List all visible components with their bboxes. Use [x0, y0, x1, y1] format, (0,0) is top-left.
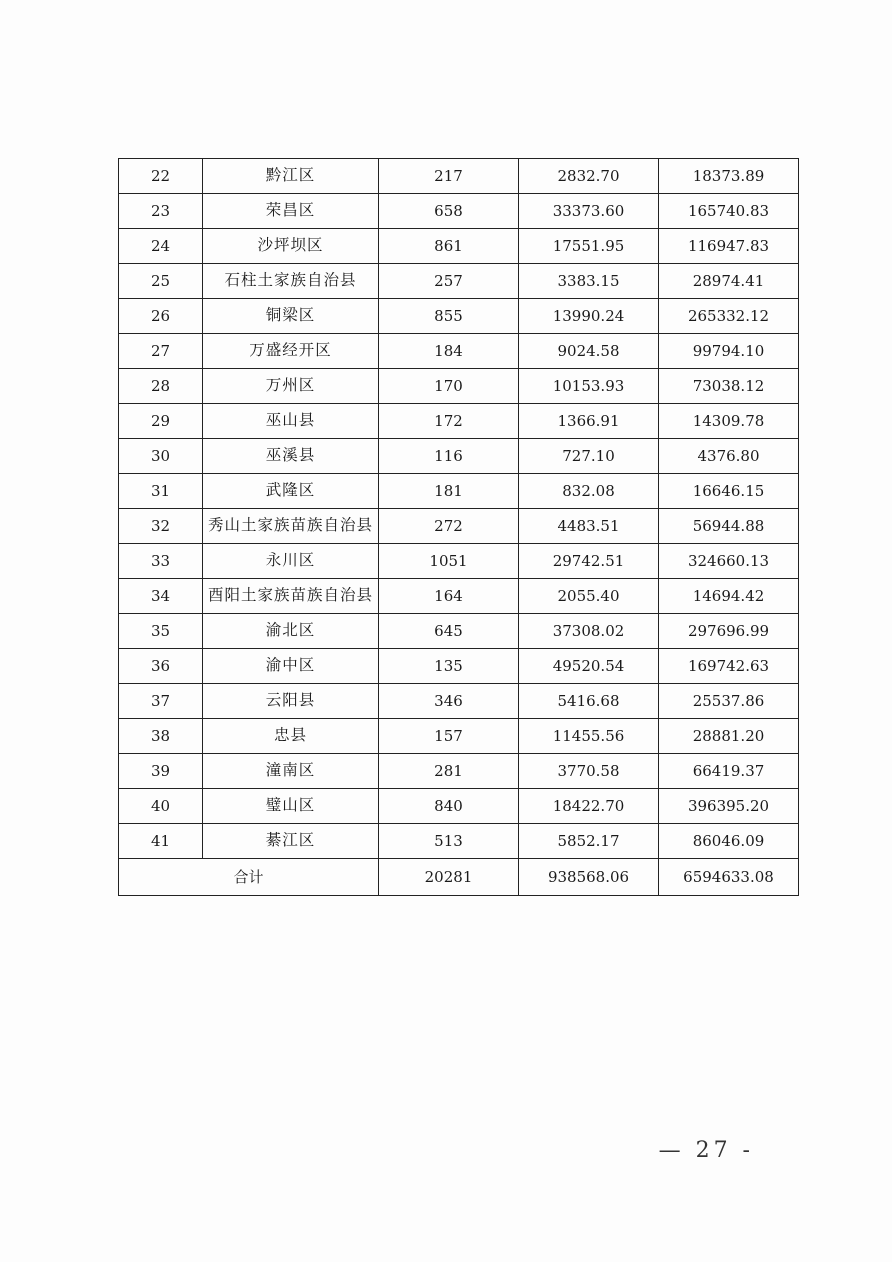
table-row [119, 369, 799, 404]
row-index: 31 [119, 474, 203, 509]
row-index: 23 [119, 194, 203, 229]
row-value-b: 49520.54 [519, 649, 659, 684]
table-row [119, 719, 799, 754]
row-name: 石柱土家族自治县 [203, 264, 379, 299]
row-value-b: 3383.15 [519, 264, 659, 299]
table-row [119, 194, 799, 229]
row-name: 铜梁区 [203, 299, 379, 334]
row-value-c: 73038.12 [659, 369, 799, 404]
row-index: 39 [119, 754, 203, 789]
row-value-c: 265332.12 [659, 299, 799, 334]
row-count: 116 [379, 439, 519, 474]
row-name: 璧山区 [203, 789, 379, 824]
table-row [119, 789, 799, 824]
row-value-c: 116947.83 [659, 229, 799, 264]
row-name: 沙坪坝区 [203, 229, 379, 264]
row-value-c: 66419.37 [659, 754, 799, 789]
total-value-b: 938568.06 [519, 859, 659, 896]
total-label: 合计 [119, 859, 379, 896]
row-name: 巫山县 [203, 404, 379, 439]
total-value-c: 6594633.08 [659, 859, 799, 896]
row-value-b: 2055.40 [519, 579, 659, 614]
row-value-b: 37308.02 [519, 614, 659, 649]
table-row [119, 404, 799, 439]
row-count: 257 [379, 264, 519, 299]
table-row [119, 159, 799, 194]
total-row [119, 859, 799, 896]
row-value-b: 13990.24 [519, 299, 659, 334]
row-index: 30 [119, 439, 203, 474]
row-value-c: 25537.86 [659, 684, 799, 719]
row-count: 513 [379, 824, 519, 859]
row-index: 33 [119, 544, 203, 579]
row-index: 25 [119, 264, 203, 299]
table-row [119, 474, 799, 509]
table-row [119, 579, 799, 614]
table-row [119, 754, 799, 789]
table-row [119, 824, 799, 859]
row-value-b: 17551.95 [519, 229, 659, 264]
row-value-b: 9024.58 [519, 334, 659, 369]
row-value-c: 28974.41 [659, 264, 799, 299]
row-value-b: 4483.51 [519, 509, 659, 544]
table-row [119, 299, 799, 334]
row-count: 172 [379, 404, 519, 439]
row-count: 840 [379, 789, 519, 824]
row-value-c: 14309.78 [659, 404, 799, 439]
row-count: 217 [379, 159, 519, 194]
row-value-c: 165740.83 [659, 194, 799, 229]
table-row [119, 264, 799, 299]
total-count: 20281 [379, 859, 519, 896]
row-index: 41 [119, 824, 203, 859]
row-value-b: 5416.68 [519, 684, 659, 719]
row-count: 184 [379, 334, 519, 369]
row-value-b: 1366.91 [519, 404, 659, 439]
row-index: 37 [119, 684, 203, 719]
table-row [119, 649, 799, 684]
row-index: 34 [119, 579, 203, 614]
row-name: 黔江区 [203, 159, 379, 194]
row-count: 157 [379, 719, 519, 754]
row-name: 巫溪县 [203, 439, 379, 474]
row-count: 272 [379, 509, 519, 544]
row-index: 38 [119, 719, 203, 754]
table-row [119, 509, 799, 544]
row-count: 855 [379, 299, 519, 334]
row-value-c: 28881.20 [659, 719, 799, 754]
row-index: 26 [119, 299, 203, 334]
row-index: 22 [119, 159, 203, 194]
row-value-b: 33373.60 [519, 194, 659, 229]
row-value-c: 18373.89 [659, 159, 799, 194]
table-row [119, 229, 799, 264]
row-value-b: 2832.70 [519, 159, 659, 194]
table-row [119, 614, 799, 649]
row-count: 164 [379, 579, 519, 614]
row-value-c: 56944.88 [659, 509, 799, 544]
row-value-b: 727.10 [519, 439, 659, 474]
row-index: 40 [119, 789, 203, 824]
row-name: 渝北区 [203, 614, 379, 649]
row-value-c: 86046.09 [659, 824, 799, 859]
row-value-c: 297696.99 [659, 614, 799, 649]
row-name: 秀山土家族苗族自治县 [203, 509, 379, 544]
row-count: 181 [379, 474, 519, 509]
row-count: 1051 [379, 544, 519, 579]
row-value-b: 11455.56 [519, 719, 659, 754]
row-value-b: 3770.58 [519, 754, 659, 789]
row-value-c: 324660.13 [659, 544, 799, 579]
table-row [119, 334, 799, 369]
row-index: 35 [119, 614, 203, 649]
row-count: 170 [379, 369, 519, 404]
row-count: 135 [379, 649, 519, 684]
row-value-c: 16646.15 [659, 474, 799, 509]
row-name: 忠县 [203, 719, 379, 754]
row-index: 28 [119, 369, 203, 404]
row-value-b: 832.08 [519, 474, 659, 509]
row-index: 32 [119, 509, 203, 544]
row-name: 綦江区 [203, 824, 379, 859]
row-name: 云阳县 [203, 684, 379, 719]
table-row [119, 544, 799, 579]
table-row [119, 439, 799, 474]
row-index: 24 [119, 229, 203, 264]
row-value-c: 169742.63 [659, 649, 799, 684]
row-count: 281 [379, 754, 519, 789]
row-count: 658 [379, 194, 519, 229]
row-name: 荣昌区 [203, 194, 379, 229]
row-count: 346 [379, 684, 519, 719]
row-value-c: 99794.10 [659, 334, 799, 369]
row-name: 万盛经开区 [203, 334, 379, 369]
page-number: — 27 - [658, 1138, 754, 1163]
row-value-c: 4376.80 [659, 439, 799, 474]
row-index: 29 [119, 404, 203, 439]
row-index: 27 [119, 334, 203, 369]
row-name: 渝中区 [203, 649, 379, 684]
table-body [119, 159, 799, 896]
row-value-b: 10153.93 [519, 369, 659, 404]
row-name: 永川区 [203, 544, 379, 579]
row-count: 861 [379, 229, 519, 264]
table-row [119, 684, 799, 719]
row-name: 潼南区 [203, 754, 379, 789]
row-value-b: 5852.17 [519, 824, 659, 859]
row-name: 酉阳土家族苗族自治县 [203, 579, 379, 614]
row-count: 645 [379, 614, 519, 649]
row-index: 36 [119, 649, 203, 684]
row-value-c: 14694.42 [659, 579, 799, 614]
row-value-b: 29742.51 [519, 544, 659, 579]
row-value-b: 18422.70 [519, 789, 659, 824]
row-name: 武隆区 [203, 474, 379, 509]
row-value-c: 396395.20 [659, 789, 799, 824]
row-name: 万州区 [203, 369, 379, 404]
data-table [118, 158, 799, 896]
